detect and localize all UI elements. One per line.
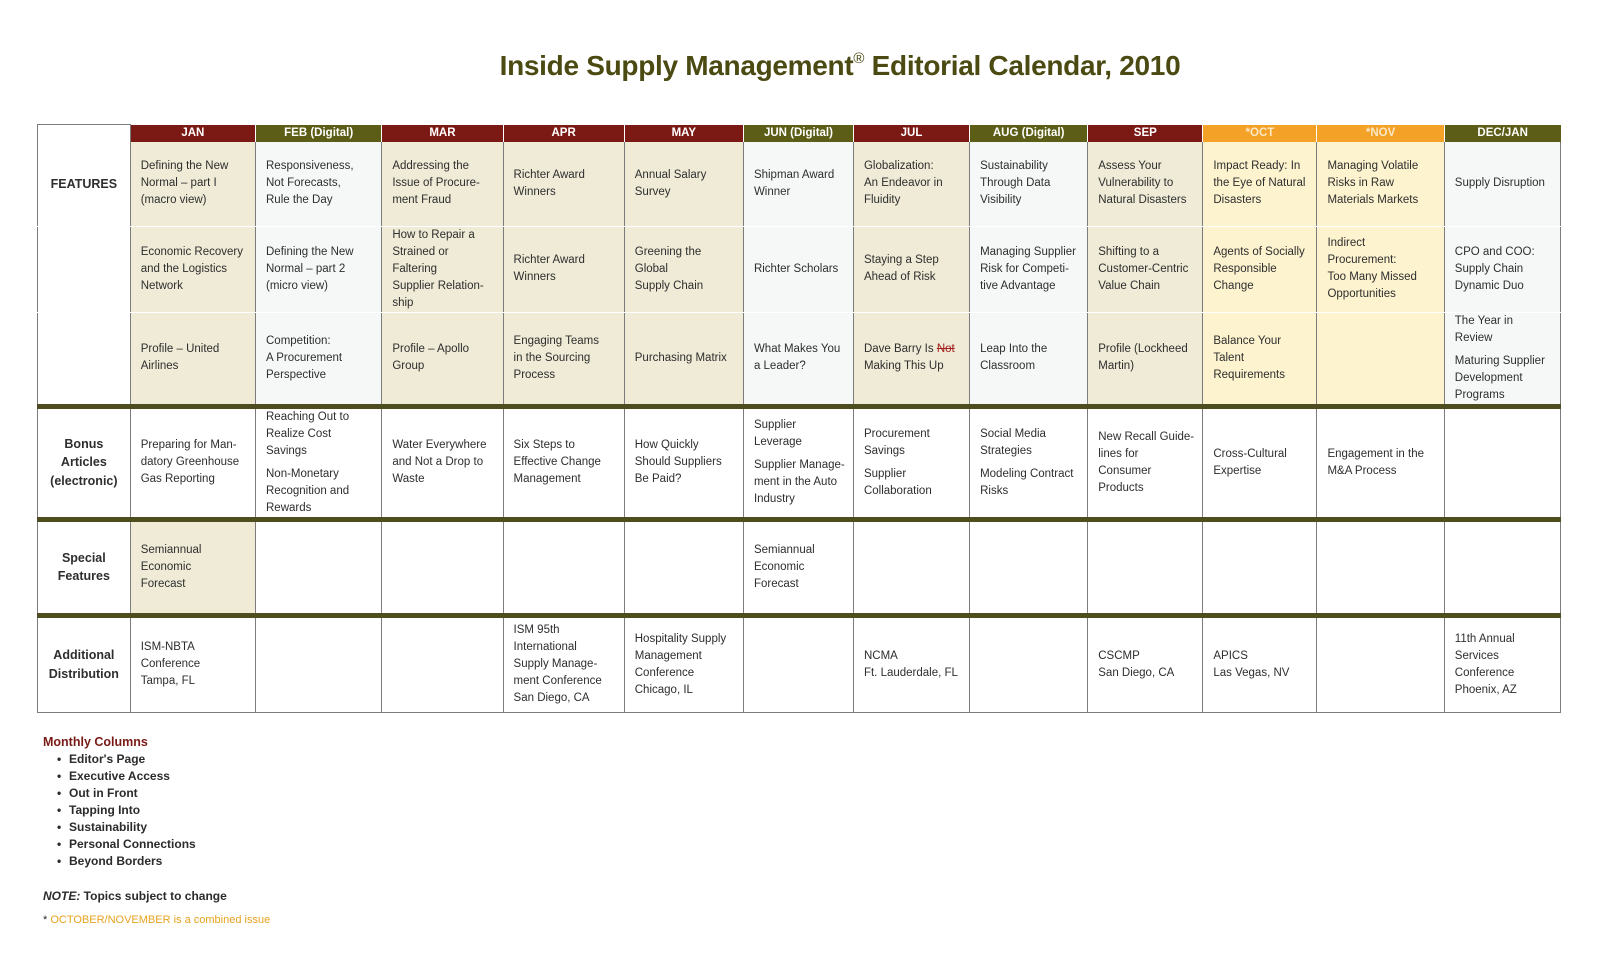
title-main: Inside Supply Management [499,50,854,81]
calendar-cell [624,615,743,712]
editorial-calendar-table [37,124,1561,713]
cell-line: Perspective [266,368,327,381]
cell-line: Non-Monetary [266,467,339,480]
cell-line: Modeling Contract [980,467,1074,480]
calendar-cell [853,226,969,312]
month-header: MAR [382,125,503,143]
cell-line: Supply Manage- [513,658,598,671]
cell-line: Phoenix, AZ [1454,683,1517,696]
calendar-cell [970,312,1088,406]
month-header: *OCT [1203,125,1317,143]
calendar-cell [1203,312,1317,406]
calendar-cell [743,615,853,712]
cell-line: Responsible Change [1213,262,1277,292]
jul-feature-text: Dave Barry Is [863,343,937,356]
cell-line: Realize Cost Savings [266,427,332,457]
jul-feature-text: Making This Up [863,360,944,373]
calendar-cell [130,519,255,615]
cell-line: in the Sourcing [513,351,591,364]
month-header: AUG (Digital) [970,125,1088,143]
cell-line: ment in the Auto [753,476,838,489]
cell-line: Ft. Lauderdale, FL [863,666,958,679]
calendar-cell [743,312,853,406]
cell-line: Semiannual [140,543,202,556]
month-header: JUL [853,125,969,143]
row-label-bonus [38,406,131,519]
cell-line: Supplier [863,467,907,480]
additional-distribution-row [38,615,1561,712]
cell-line: Richter Award [513,168,585,181]
cell-line: Maturing Supplier [1454,354,1545,367]
cell-line: Rewards [266,501,312,514]
calendar-cell [1088,226,1203,312]
features-row-2 [38,226,1561,312]
calendar-cell [1317,615,1444,712]
calendar-cell [624,312,743,406]
calendar-cell [130,142,255,226]
cell-line: Profile – United [140,343,220,356]
cell-line: A Procurement [266,351,343,364]
cell-line: International [513,641,577,654]
month-header: DEC/JAN [1444,125,1560,143]
special-features-row [38,519,1561,615]
calendar-cell [970,226,1088,312]
cell-line: Economic [753,560,805,573]
calendar-cell [503,312,624,406]
cell-line: Materials Markets [1327,194,1419,207]
cell-line: Natural Disasters [1098,194,1187,207]
cell-line: Programs [1454,388,1505,401]
struck-word: Not [936,343,955,356]
cell-line: Winners [513,271,556,284]
cell-line: Impact Ready: In [1213,160,1301,173]
cell-line: and Not a Drop to [392,456,484,469]
calendar-cell [382,142,503,226]
cell-line: Fluidity [863,194,901,207]
cell-line: Assess Your [1098,160,1162,173]
calendar-cell [624,142,743,226]
cell-line: Chicago, IL [634,683,693,696]
calendar-cell [256,615,382,712]
cell-line: Supply Chain [1454,262,1524,275]
list-item: • Tapping Into [69,802,196,819]
cell-line: Talent Requirements [1213,351,1285,381]
calendar-cell [503,142,624,226]
calendar-cell [1444,312,1560,406]
cell-line: Conference [634,666,695,679]
calendar-cell [382,406,503,519]
cell-line: Too Many Missed [1327,271,1417,284]
cell-line: ISM 95th [513,624,560,637]
row-label-special [38,519,131,615]
month-header: JUN (Digital) [743,125,853,143]
cell-line: Las Vegas, NV [1213,666,1290,679]
cell-line: Visibility [980,194,1022,207]
cell-line: New Recall Guide- [1098,430,1195,443]
calendar-cell [503,615,624,712]
row-label-features: FEATURES [38,142,131,226]
cell-line: Supplier Leverage [753,419,802,449]
cell-line: Bonus Articles [60,436,107,470]
cell-line: Supplier Relation- [392,279,484,292]
monthly-columns-list [43,751,196,870]
cell-line: Responsiveness, [266,160,354,173]
calendar-cell [743,226,853,312]
cell-line: Network [140,279,183,292]
cell-line: Indirect Procurement: [1327,237,1397,267]
calendar-cell [1317,519,1444,615]
cell-line: Procurement [863,427,930,440]
cell-line: Tampa, FL [140,675,196,688]
cell-line: Semiannual [753,543,815,556]
calendar-cell [1317,226,1444,312]
cell-line: Economic Recovery [140,245,243,258]
cell-line: 11th Annual [1454,632,1515,645]
title-rest: Editorial Calendar, 2010 [864,50,1181,81]
row-label-empty [38,226,131,312]
cell-line: Hospitality Supply [634,632,727,645]
cell-line: Winners [513,185,556,198]
cell-line: Savings [863,444,905,457]
cell-line: Effective Change [513,456,601,469]
list-item: • Sustainability [69,819,196,836]
monthly-columns [43,734,196,870]
cell-line: Managing Volatile [1327,160,1419,173]
calendar-cell [256,312,382,406]
month-header: JAN [130,125,255,143]
calendar-cell [130,615,255,712]
calendar-cell [1203,142,1317,226]
calendar-cell [382,312,503,406]
cell-line: Leap Into the [980,343,1048,356]
header-corner [38,125,131,143]
cell-line: Engaging Teams [513,334,599,347]
cell-line: and the Logistics [140,262,228,275]
row-label-additional [38,615,131,712]
calendar-cell [503,519,624,615]
cell-line: (electronic) [50,473,118,488]
cell-line: APICS [1213,649,1248,662]
cell-line: What Makes You [753,343,841,356]
cell-line: Value Chain [1098,279,1161,292]
registered-mark: ® [853,49,865,67]
cell-line: San Diego, CA [513,692,590,705]
cell-line: Normal – part 2 [266,262,346,275]
month-header: APR [503,125,624,143]
cell-line: Rule the Day [266,194,333,207]
list-item: • Editor's Page [69,751,196,768]
calendar-cell [382,226,503,312]
cell-line: Managing Supplier [980,245,1076,258]
cell-line: ship [392,296,414,309]
cell-line: Defining the New [140,160,229,173]
cell-line: Engagement in the [1327,447,1424,460]
cell-line: Profile – Apollo [392,343,470,356]
cell-line: Additional [53,648,115,663]
cell-line: Disasters [1213,194,1262,207]
cell-line: Products [1098,481,1144,494]
calendar-cell [743,519,853,615]
cell-line: (macro view) [140,194,207,207]
calendar-cell [1203,226,1317,312]
calendar-cell [1444,226,1560,312]
cell-line: An Endeavor in [863,177,943,190]
month-header: MAY [624,125,743,143]
cell-line: CPO and COO: [1454,245,1535,258]
cell-line: Dynamic Duo [1454,279,1524,292]
cell-line: Conference [1454,666,1515,679]
calendar-cell [130,226,255,312]
list-item: • Executive Access [69,768,196,785]
calendar-cell [1088,519,1203,615]
calendar-cell [382,519,503,615]
dec-feature-text: The Year in Review [1454,314,1513,344]
month-header: FEB (Digital) [256,125,382,143]
calendar-cell [853,406,969,519]
calendar-cell [970,142,1088,226]
features-row-3 [38,312,1561,406]
cell-line: (micro view) [266,279,328,292]
cell-line: Strained or Faltering [392,245,449,275]
calendar-cell [1444,615,1560,712]
cell-line: Management [634,649,702,662]
month-header: *NOV [1317,125,1444,143]
calendar-cell [503,226,624,312]
cell-line: Reaching Out to [266,410,350,423]
calendar-cell [1088,406,1203,519]
cell-line: Supplier Manage- [753,459,845,472]
cell-line: Vulnerability to [1098,177,1174,190]
calendar-cell [256,142,382,226]
cell-line: Not Forecasts, [266,177,341,190]
cell-line: Six Steps to [513,439,575,452]
cell-line: ment Fraud [392,194,452,207]
features-row-1 [38,142,1561,226]
calendar-cell [503,406,624,519]
calendar-cell [130,312,255,406]
footnote [43,914,270,926]
calendar-cell [970,615,1088,712]
row-label-empty [38,312,131,406]
cell-line: Annual Salary [634,168,707,181]
note-label: NOTE: [43,889,81,903]
cell-line: Purchasing Matrix [634,351,727,364]
cell-line: Expertise [1213,464,1262,477]
cell-line: Group [392,360,425,373]
calendar-cell [970,406,1088,519]
cell-line: Balance Your [1213,334,1282,347]
calendar-cell [1203,615,1317,712]
calendar-cell [130,406,255,519]
list-item: • Personal Connections [69,836,196,853]
cell-line: Development [1454,371,1523,384]
cell-line: Preparing for Man- [140,439,237,452]
cell-line: Services [1454,649,1499,662]
cell-line: Should Suppliers [634,456,722,469]
cell-line: How Quickly [634,439,699,452]
cell-line: Addressing the [392,160,470,173]
cell-line: Process [513,368,556,381]
cell-line: Opportunities [1327,288,1396,301]
calendar-cell [256,406,382,519]
cell-line: Sustainability [980,160,1048,173]
cell-line: Survey [634,185,671,198]
page-title [0,50,1598,82]
cell-line: Distribution [48,666,119,681]
cell-line: Cross-Cultural [1213,447,1287,460]
calendar-cell [256,519,382,615]
cell-line: Competition: [266,334,331,347]
calendar-cell [1088,615,1203,712]
list-item: • Out in Front [69,785,196,802]
cell-line: Social Media [980,427,1046,440]
cell-line: Customer-Centric [1098,262,1189,275]
calendar-cell [1088,312,1203,406]
cell-line: a Leader? [753,360,806,373]
calendar-cell [382,615,503,712]
cell-line: Normal – part I [140,177,217,190]
cell-line: Issue of Procure- [392,177,480,190]
cell-line: lines for Consumer [1098,447,1152,477]
cell-line: Industry [753,493,795,506]
calendar-cell [256,226,382,312]
cell-line: Richter Award [513,254,585,267]
month-header-row [38,125,1561,143]
cell-line: Risks [980,484,1009,497]
cell-line: Economic [140,560,192,573]
cell-line: Features [57,569,110,584]
cell-line: How to Repair a [392,228,475,241]
cell-line: Forecast [140,577,186,590]
cell-line: Agents of Socially [1213,245,1305,258]
list-item: • Beyond Borders [69,853,196,870]
cell-line: San Diego, CA [1098,666,1175,679]
cell-line: Risks in Raw [1327,177,1394,190]
cell-line: Water Everywhere [392,439,487,452]
footnote-text: OCTOBER/NOVEMBER is a combined issue [47,914,271,926]
cell-line: CSCMP [1098,649,1140,662]
calendar-cell [1203,519,1317,615]
cell-line: the Eye of Natural [1213,177,1306,190]
cell-line: Supply Disruption [1454,177,1545,190]
calendar-cell [1088,142,1203,226]
note-text [43,889,227,903]
cell-line: Be Paid? [634,473,682,486]
cell-line: Shifting to a [1098,245,1159,258]
cell-line: Management [513,473,581,486]
calendar-cell [1444,406,1560,519]
cell-line: Gas Reporting [140,473,215,486]
cell-line: Supply Chain [634,279,704,292]
calendar-cell [1317,406,1444,519]
cell-line: ment Conference [513,675,602,688]
cell-line: NCMA [863,649,898,662]
monthly-columns-heading: Monthly Columns [43,735,148,749]
bonus-articles-row [38,406,1561,519]
cell-line: Greening the Global [634,245,702,275]
cell-line: Waste [392,473,425,486]
cell-line: ISM-NBTA [140,641,195,654]
footnote-asterisk: * [43,914,48,926]
calendar-cell [1317,312,1444,406]
cell-line: Strategies [980,444,1032,457]
cell-line: Forecast [753,577,799,590]
cell-line: datory Greenhouse [140,456,240,469]
cell-line: Collaboration [863,484,932,497]
cell-line: Defining the New [266,245,354,258]
cell-line: Through Data [980,177,1051,190]
calendar-cell [853,519,969,615]
cell-line: Conference [140,658,201,671]
cell-line: Martin) [1098,360,1135,373]
calendar-cell [853,615,969,712]
cell-line: Recognition and [266,484,350,497]
cell-line: Staying a Step [863,254,939,267]
cell-line: Special [61,550,106,565]
calendar-cell [624,226,743,312]
calendar-cell [970,519,1088,615]
cell-line: Richter Scholars [753,262,839,275]
calendar-cell [853,142,969,226]
cell-line: Airlines [140,360,179,373]
cell-line: Risk for Competi- [980,262,1069,275]
note-body: Topics subject to change [80,889,227,903]
calendar-cell [1444,142,1560,226]
cell-line: tive Advantage [980,279,1056,292]
calendar-cell [1444,519,1560,615]
calendar-cell [743,142,853,226]
calendar-cell [853,312,969,406]
cell-line: Classroom [980,360,1036,373]
cell-line: M&A Process [1327,464,1397,477]
calendar-cell [624,519,743,615]
calendar-cell [624,406,743,519]
cell-line: Ahead of Risk [863,271,936,284]
cell-line: Profile (Lockheed [1098,343,1188,356]
cell-line: Shipman Award [753,168,835,181]
cell-line: Winner [753,185,791,198]
calendar-cell [1317,142,1444,226]
calendar-cell [1203,406,1317,519]
cell-line: Globalization: [863,160,934,173]
calendar-cell [743,406,853,519]
month-header: SEP [1088,125,1203,143]
